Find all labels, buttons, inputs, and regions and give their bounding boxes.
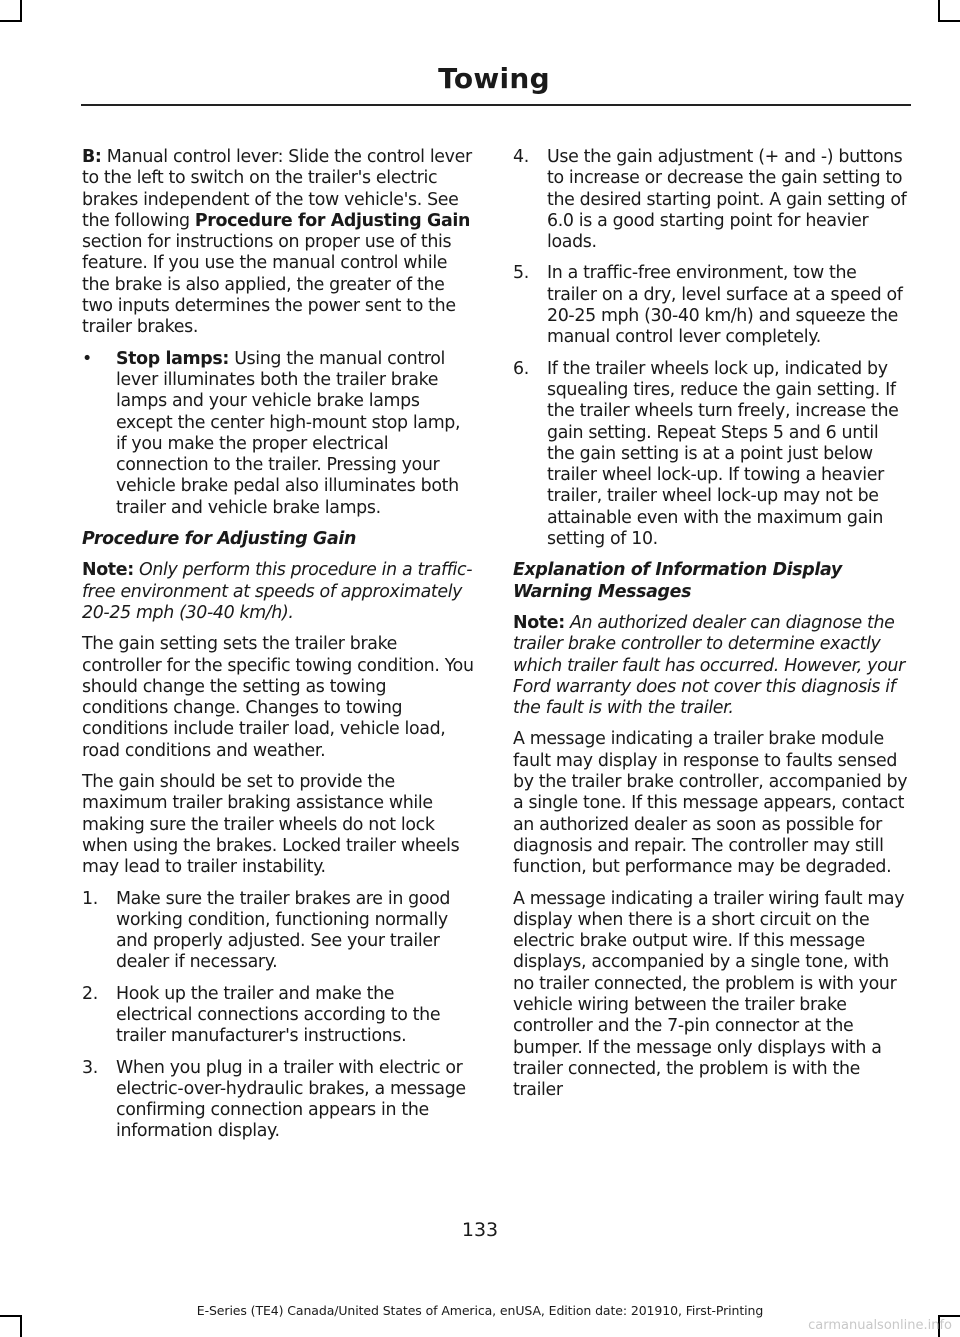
step-number: 6. bbox=[513, 358, 529, 379]
list-item bbox=[82, 889, 475, 974]
bullet-mark: • bbox=[82, 348, 92, 369]
step-text: Hook up the trailer and make the electrical connections according to the trailer manufacturer's instructions. bbox=[116, 983, 441, 1047]
left-column bbox=[82, 147, 475, 1153]
note-paragraph bbox=[513, 613, 908, 719]
note-label: Note: bbox=[513, 612, 565, 633]
step-number: 5. bbox=[513, 263, 529, 284]
step-text: Use the gain adjustment (+ and -) buttons to increase or decrease the gain setting to the desired starting point. A gain setting of 6.0 is a good starting point for heavier loads. bbox=[547, 147, 907, 253]
step-text: Make sure the trailer brakes are in good working condition, functioning normally and properly adjusted. See your trailer dealer if necessary. bbox=[116, 888, 451, 973]
step-text: When you plug in a trailer with electric or electric-over-hydraulic brakes, a message confirming connection appears in the information display. bbox=[116, 1057, 466, 1142]
list-item bbox=[513, 263, 908, 348]
page-number: 133 bbox=[461, 1219, 499, 1241]
step-number: 1. bbox=[82, 888, 98, 909]
list-item bbox=[82, 984, 475, 1048]
note-paragraph bbox=[82, 560, 475, 624]
section-heading-adjusting-gain: Procedure for Adjusting Gain bbox=[82, 529, 357, 550]
right-column bbox=[513, 147, 908, 1111]
note-text: Only perform this procedure in a traffic-free environment at speeds of approximately 20-25 mph (30-40 km/h). bbox=[82, 560, 473, 623]
text: Manual control lever: Slide the control lever to the left to switch on the trailer's electric brakes independent of the tow vehicle's. See the following bbox=[82, 147, 472, 231]
page-title: Towing bbox=[438, 62, 550, 95]
section-heading-warning-messages: Explanation of Information Display Warning Messages bbox=[513, 560, 842, 602]
paragraph-wiring-fault: A message indicating a trailer wiring fault may display when there is a short circuit on the electric brake output wire. If this message displays, accompanied by a single tone, with no trailer connected, the problem is with your vehicle wiring between the trailer brake controller and the 7-pin connector at the bumper. If the message only displays with a trailer connected, the problem is with the trailer bbox=[513, 888, 905, 1101]
paragraph-gain-setting: The gain setting sets the trailer brake controller for the specific towing condition. You should change the setting as towing conditions change. Changes to towing conditions include trailer load, vehicle load, road conditions and weather. bbox=[82, 634, 474, 761]
edition-footer: E-Series (TE4) Canada/United States of America, enUSA, Edition date: 201910, First-Printing bbox=[196, 1303, 764, 1318]
crop-mark bbox=[938, 20, 960, 22]
crop-mark bbox=[20, 0, 22, 22]
step-text: If the trailer wheels lock up, indicated by squealing tires, reduce the gain setting. If the trailer wheels turn freely, increase the gain setting. Repeat Steps 5 and 6 until the gain setting is at a point just below trailer wheel lock-up. If towing a heavier trailer, trailer wheel lock-up may not be attainable even with the maximum gain setting of 10. bbox=[547, 358, 899, 550]
text: section for instructions on proper use of this feature. If you use the manual control while the brake is also applied, the greater of the two inputs determines the power sent to the trailer brakes. bbox=[82, 232, 456, 338]
label-b: B: bbox=[82, 147, 102, 167]
crop-mark bbox=[0, 20, 22, 22]
note-text: An authorized dealer can diagnose the trailer brake controller to determine exactly which trailer fault has occurred. However, your Ford warranty does not cover this diagnosis if the fault is with the trailer. bbox=[513, 612, 905, 719]
paragraph-gain-provide: The gain should be set to provide the maximum trailer braking assistance while making sure the trailer wheels do not lock when using the brakes. Locked trailer wheels may lead to trailer instability. bbox=[82, 772, 460, 878]
step-number: 3. bbox=[82, 1057, 98, 1078]
procedure-link-text: Procedure for Adjusting Gain bbox=[194, 210, 470, 231]
header-divider bbox=[81, 104, 911, 106]
list-item bbox=[513, 147, 908, 253]
note-label: Note: bbox=[82, 560, 134, 581]
crop-mark bbox=[20, 1315, 22, 1337]
stop-lamps-label: Stop lamps: bbox=[116, 348, 230, 369]
paragraph-b-manual-control bbox=[82, 147, 475, 339]
paragraph-module-fault: A message indicating a trailer brake module fault may display in response to faults sensed by the trailer brake controller, accompanied by a single tone. If this message appears, contact an authorized dealer as soon as possible for diagnosis and repair. The controller may still function, but performance may be degraded. bbox=[513, 729, 908, 878]
watermark: carmanualsonline.info bbox=[808, 1318, 952, 1333]
text: Using the manual control lever illuminates both the trailer brake lamps and your vehicle brake lamps except the center high-mount stop lamp, if you make the proper electrical connection to the trailer. Pressing your vehicle brake pedal also illuminates both trailer and vehicle brake lamps. bbox=[116, 348, 461, 518]
bullet-stop-lamps bbox=[82, 349, 475, 519]
step-number: 2. bbox=[82, 983, 98, 1004]
crop-mark bbox=[938, 0, 940, 22]
step-number: 4. bbox=[513, 147, 529, 167]
list-item bbox=[513, 359, 908, 551]
step-text: In a traffic-free environment, tow the trailer on a dry, level surface at a speed of 20-25 mph (30-40 km/h) and squeeze the manual control lever completely. bbox=[547, 263, 903, 348]
list-item bbox=[82, 1058, 475, 1143]
